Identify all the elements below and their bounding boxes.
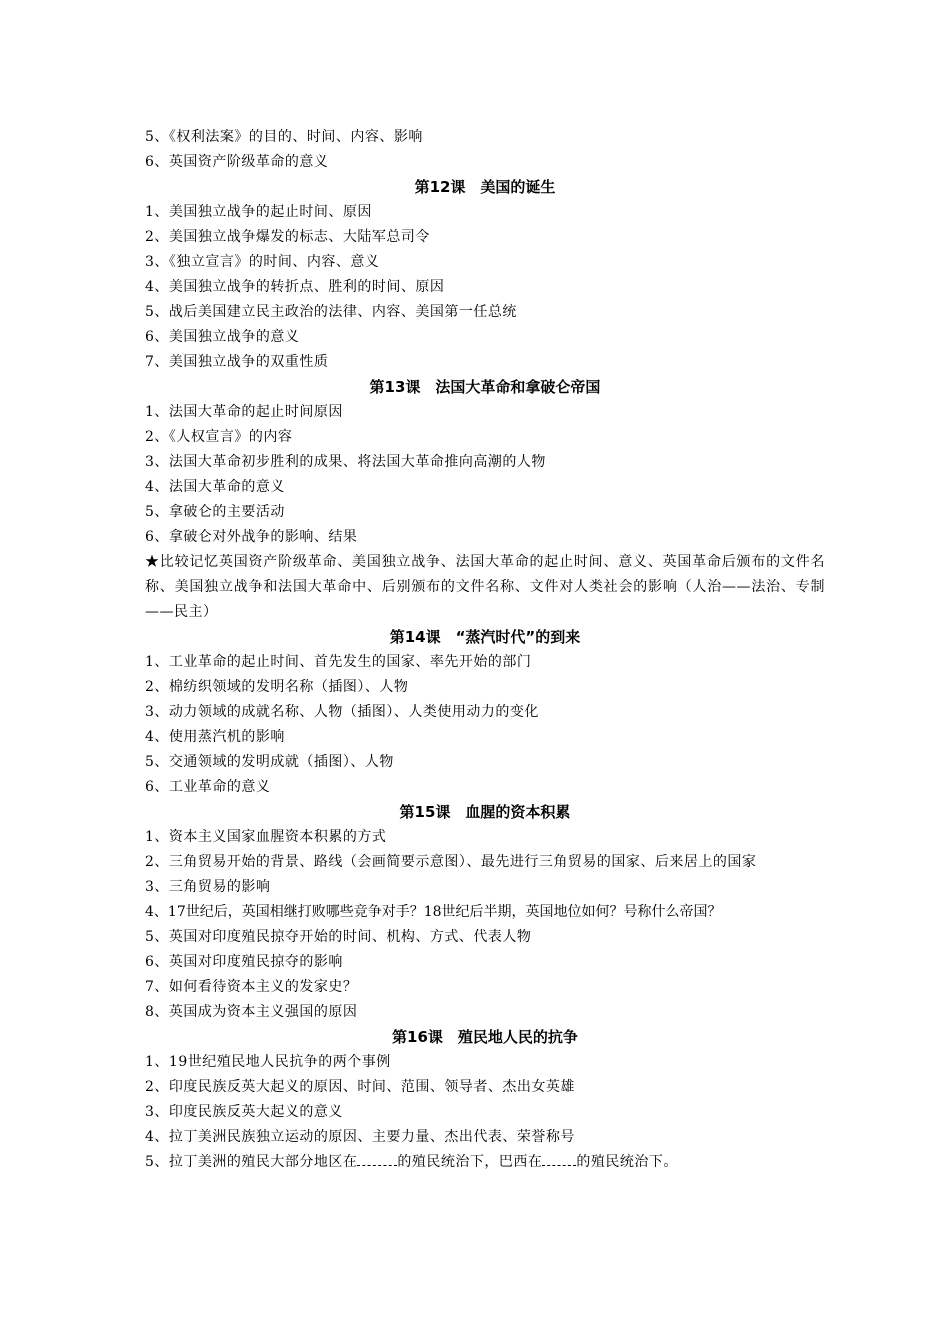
- list-item-fill-blank: [145, 1150, 825, 1175]
- list-item: 2、美国独立战争爆发的标志、大陆军总司令: [145, 229, 430, 245]
- list-item: 1、19世纪殖民地人民抗争的两个事例: [145, 1054, 391, 1070]
- fill-text-2: 的殖民统治下，巴西在: [397, 1154, 543, 1170]
- list-item: 1、资本主义国家血腥资本积累的方式: [145, 829, 387, 845]
- blank-line: [357, 1151, 397, 1166]
- list-item: 3、印度民族反英大起义的意义: [145, 1104, 343, 1120]
- list-item: 4、拉丁美洲民族独立运动的原因、主要力量、杰出代表、荣誉称号: [145, 1129, 575, 1145]
- list-item: 4、法国大革命的意义: [145, 479, 285, 495]
- list-item: 3、法国大革命初步胜利的成果、将法国大革命推向高潮的人物: [145, 454, 546, 470]
- fill-text-3: 的殖民统治下。: [576, 1154, 678, 1170]
- list-item: 5、交通领域的发明成就（插图）、人物: [145, 754, 394, 770]
- list-item: 5、拿破仑的主要活动: [145, 504, 285, 520]
- list-item: 1、工业革命的起止时间、首先发生的国家、率先开始的部门: [145, 654, 532, 670]
- lesson-16-title: 第16课 殖民地人民的抗争: [392, 1028, 578, 1046]
- list-item: 1、美国独立战争的起止时间、原因: [145, 204, 372, 220]
- list-item: 5、战后美国建立民主政治的法律、内容、美国第一任总统: [145, 304, 517, 320]
- list-item: 2、《人权宣言》的内容: [145, 429, 293, 445]
- list-item: 6、美国独立战争的意义: [145, 329, 300, 345]
- list-item: 3、《独立宣言》的时间、内容、意义: [145, 254, 380, 270]
- blank-line: [542, 1151, 576, 1166]
- list-item: 5、英国对印度殖民掠夺开始的时间、机构、方式、代表人物: [145, 929, 532, 945]
- list-item: 4、使用蒸汽机的影响: [145, 729, 285, 745]
- list-item: 6、英国对印度殖民掠夺的影响: [145, 954, 343, 970]
- lesson-14-title: 第14课 “蒸汽时代”的到来: [389, 628, 581, 646]
- list-item: 5、《权利法案》的目的、时间、内容、影响: [145, 129, 423, 145]
- list-item: 6、工业革命的意义: [145, 779, 271, 795]
- list-item: 8、英国成为资本主义强国的原因: [145, 1004, 358, 1020]
- lesson-15-title: 第15课 血腥的资本积累: [399, 803, 571, 821]
- list-item: 7、如何看待资本主义的发家史？: [145, 979, 358, 995]
- lesson-12-title: 第12课 美国的诞生: [414, 178, 556, 196]
- list-item: 1、法国大革命的起止时间原因: [145, 404, 343, 420]
- document-page: [145, 125, 825, 1175]
- list-item: 6、英国资产阶级革命的意义: [145, 154, 329, 170]
- lesson-13-title: 第13课 法国大革命和拿破仑帝国: [369, 378, 601, 396]
- list-item: 2、三角贸易开始的背景、路线（会画简要示意图）、最先进行三角贸易的国家、后来居上的国家: [145, 854, 757, 870]
- list-item: 4、17世纪后，英国相继打败哪些竞争对手？18世纪后半期，英国地位如何？号称什么帝国？: [145, 904, 722, 920]
- list-item: 3、三角贸易的影响: [145, 879, 271, 895]
- comparison-note: ★比较记忆英国资产阶级革命、美国独立战争、法国大革命的起止时间、意义、英国革命后颁布的文件名称、美国独立战争和法国大革命中、后别颁布的文件名称、文件对人类社会的影响（人治——法治、专制——民主）: [145, 554, 825, 620]
- list-item: 3、动力领域的成就名称、人物（插图）、人类使用动力的变化: [145, 704, 539, 720]
- list-item: 4、美国独立战争的转折点、胜利的时间、原因: [145, 279, 445, 295]
- list-item: 7、美国独立战争的双重性质: [145, 354, 329, 370]
- list-item: 2、棉纺织领域的发明名称（插图）、人物: [145, 679, 409, 695]
- list-item: 2、印度民族反英大起义的原因、时间、范围、领导者、杰出女英雄: [145, 1079, 575, 1095]
- list-item: 6、拿破仑对外战争的影响、结果: [145, 529, 358, 545]
- fill-text-1: 5、拉丁美洲的殖民大部分地区在: [145, 1154, 358, 1170]
